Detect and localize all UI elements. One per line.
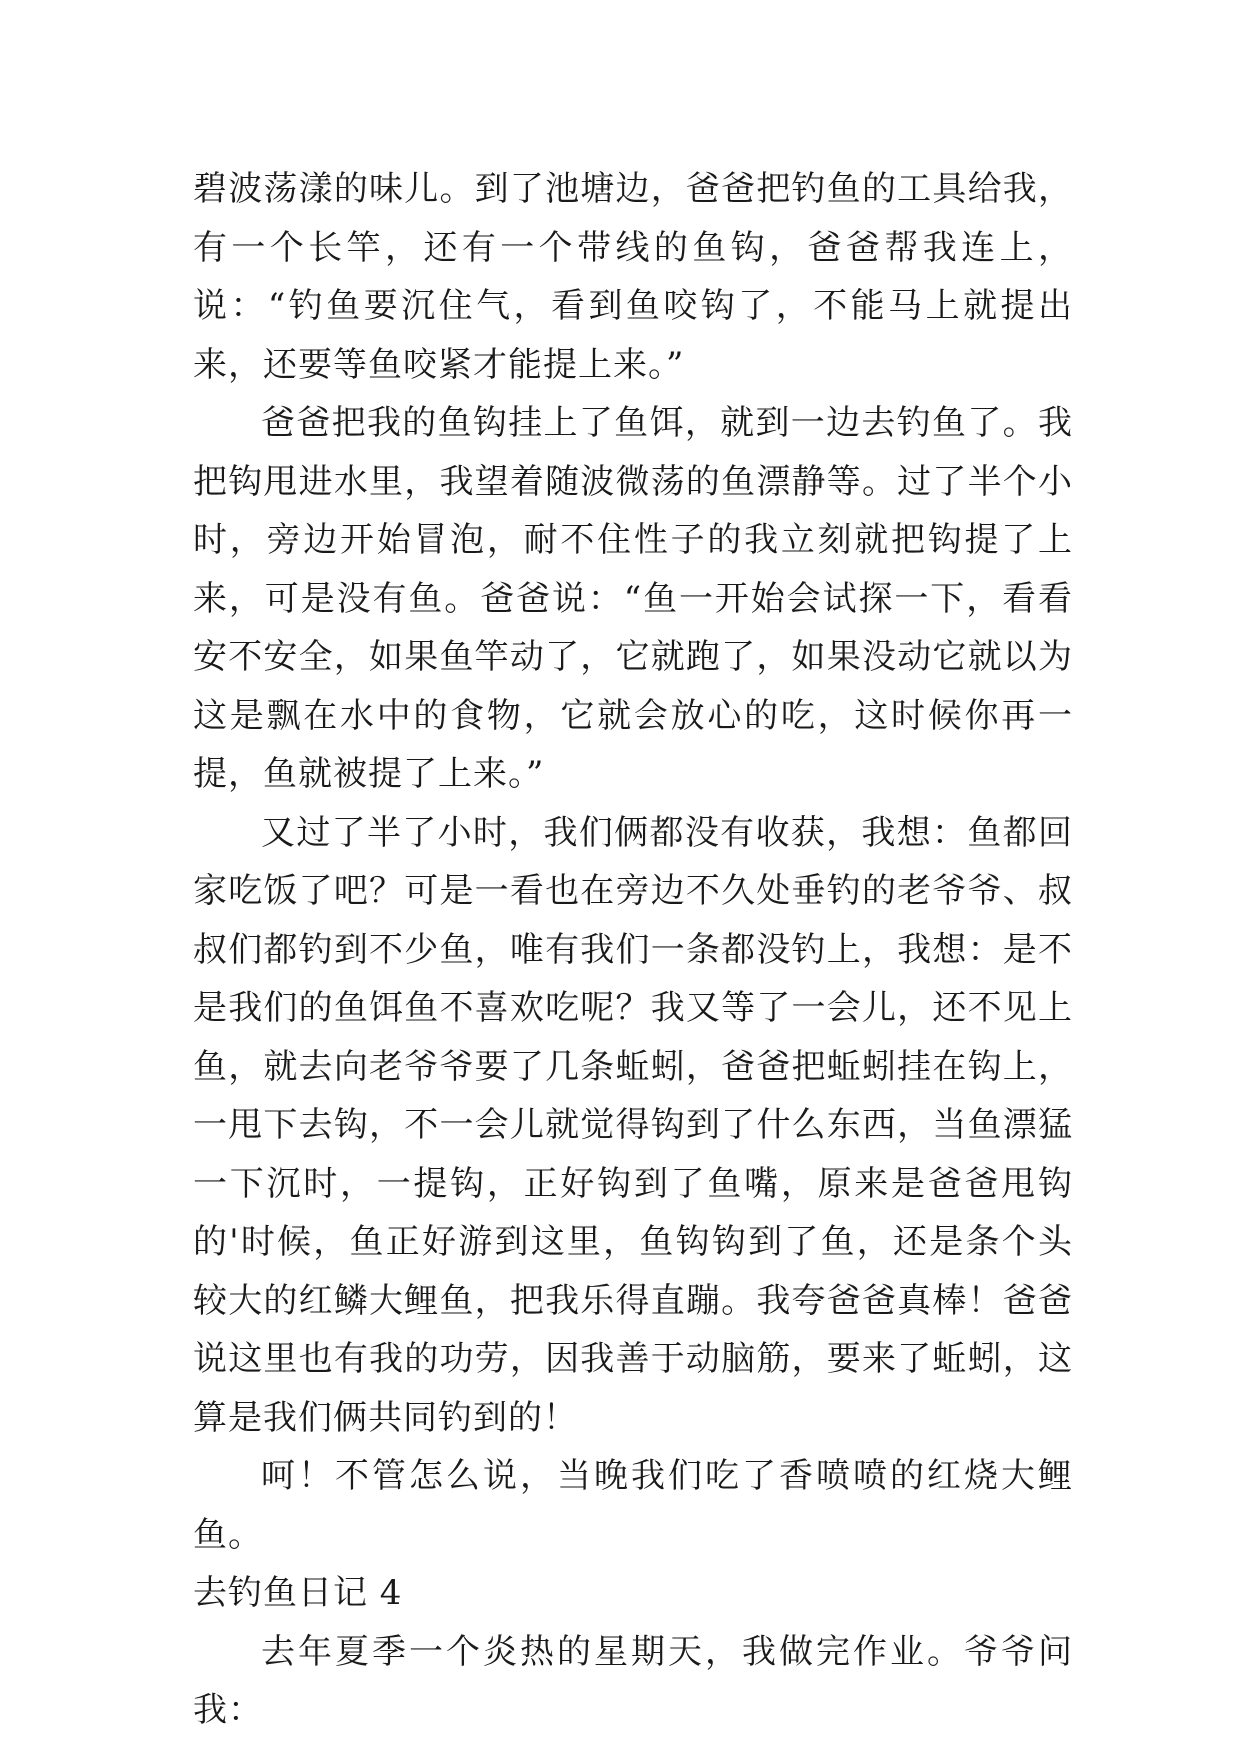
paragraph-1: 碧波荡漾的味儿。到了池塘边，爸爸把钓鱼的工具给我，有一个长竿，还有一个带线的鱼钩，爸爸帮我连上，说：“钓鱼要沉住气，看到鱼咬钩了，不能马上就提出来，还要等鱼咬紧才能提上来。” [193,169,1073,385]
paragraph-3: 又过了半了小时，我们俩都没有收获，我想：鱼都回家吃饭了吧？可是一看也在旁边不久处垂钓的老爷爷、叔叔们都钓到不少鱼，唯有我们一条都没钓上，我想：是不是我们的鱼饵鱼不喜欢吃呢？我又等了一会儿，还不见上鱼，就去向老爷爷要了几条蚯蚓，爸爸把蚯蚓挂在钩上，一甩下去钩，不一会儿就觉得钩到了什么东西，当鱼漂猛一下沉时，一提钩，正好钩到了鱼嘴，原来是爸爸甩钩的'时候，鱼正好游到这里，鱼钩钩到了鱼，还是条个头较大的红鳞大鲤鱼，把我乐得直蹦。我夸爸爸真棒！爸爸说这里也有我的功劳，因我善于动脑筋，要来了蚯蚓，这算是我们俩共同钓到的！ [193,812,1073,1438]
document-body [193,160,1073,1740]
paragraph-4: 呵！不管怎么说，当晚我们吃了香喷喷的红烧大鲤鱼。 [193,1456,1073,1555]
paragraph-2: 爸爸把我的鱼钩挂上了鱼饵，就到一边去钓鱼了。我把钩甩进水里，我望着随波微荡的鱼漂静等。过了半个小时，旁边开始冒泡，耐不住性子的我立刻就把钩提了上来，可是没有鱼。爸爸说：“鱼一开始会试探一下，看看安不安全，如果鱼竿动了，它就跑了，如果没动它就以为这是飘在水中的食物，它就会放心的吃，这时候你再一提，鱼就被提了上来。” [193,403,1073,794]
paragraph-5: 去年夏季一个炎热的星期天，我做完作业。爷爷问我： [193,1631,1073,1730]
section-title: 去钓鱼日记 4 [193,1573,403,1613]
